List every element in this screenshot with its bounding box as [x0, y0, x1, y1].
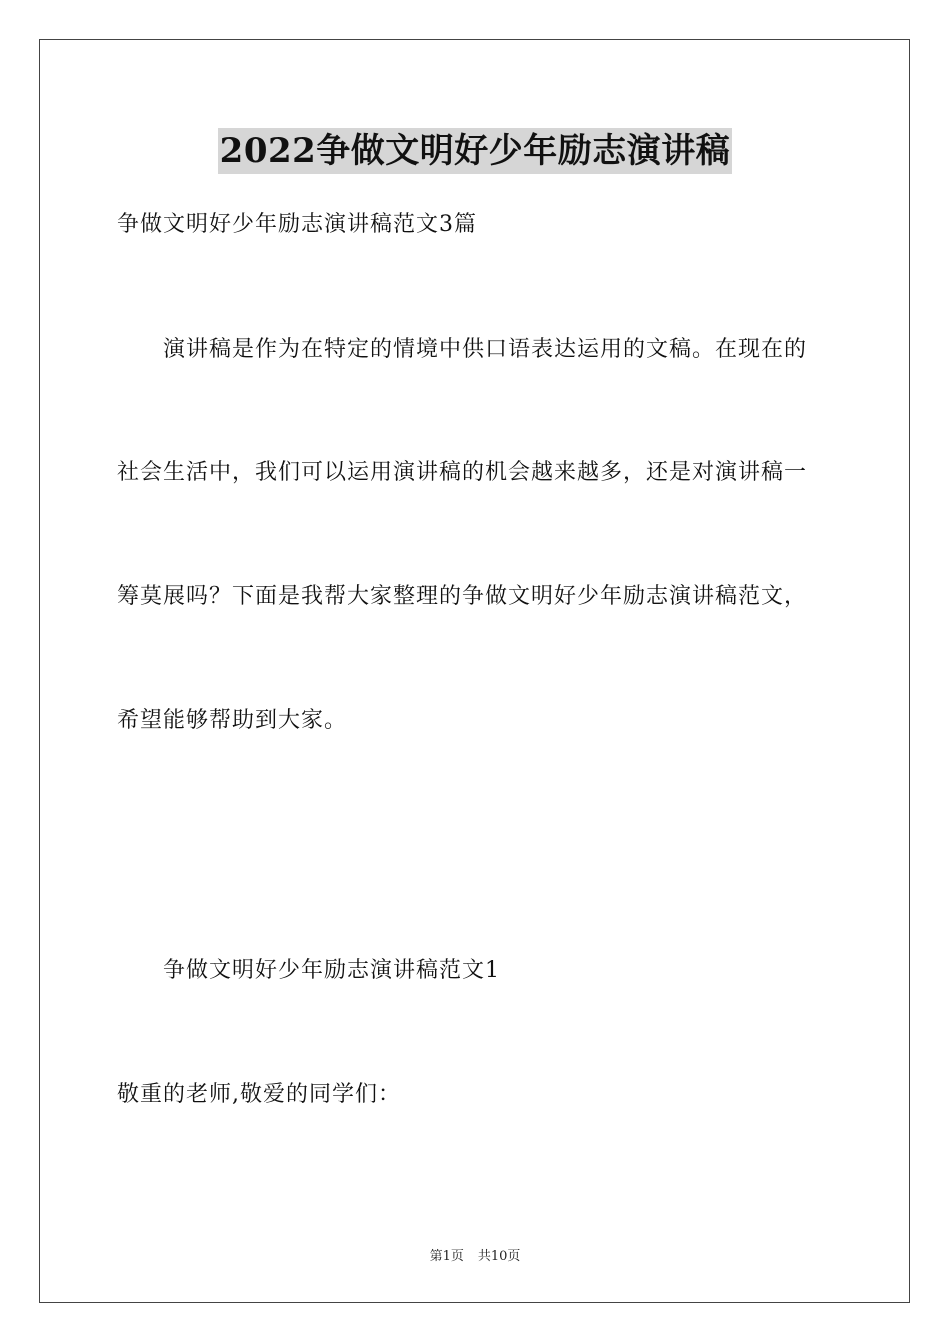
page-footer: [0, 1248, 950, 1266]
intro-line-4: 希望能够帮助到大家。: [117, 708, 348, 733]
document-title: [0, 128, 950, 174]
intro-line-1: 演讲稿是作为在特定的情境中供口语表达运用的文稿。在现在的: [163, 337, 808, 362]
page-number: 第1页: [429, 1249, 464, 1264]
document-subtitle: 争做文明好少年励志演讲稿范文3篇: [117, 212, 477, 237]
page-total: 共10页: [477, 1249, 521, 1264]
section-heading: 争做文明好少年励志演讲稿范文1: [163, 958, 500, 983]
intro-line-2: 社会生活中，我们可以运用演讲稿的机会越来越多，还是对演讲稿一: [117, 460, 808, 485]
document-title-text: 2022争做文明好少年励志演讲稿: [218, 128, 733, 174]
greeting-line: 敬重的老师,敬爱的同学们：: [117, 1082, 401, 1107]
intro-line-3: 筹莫展吗？下面是我帮大家整理的争做文明好少年励志演讲稿范文，: [117, 584, 808, 609]
